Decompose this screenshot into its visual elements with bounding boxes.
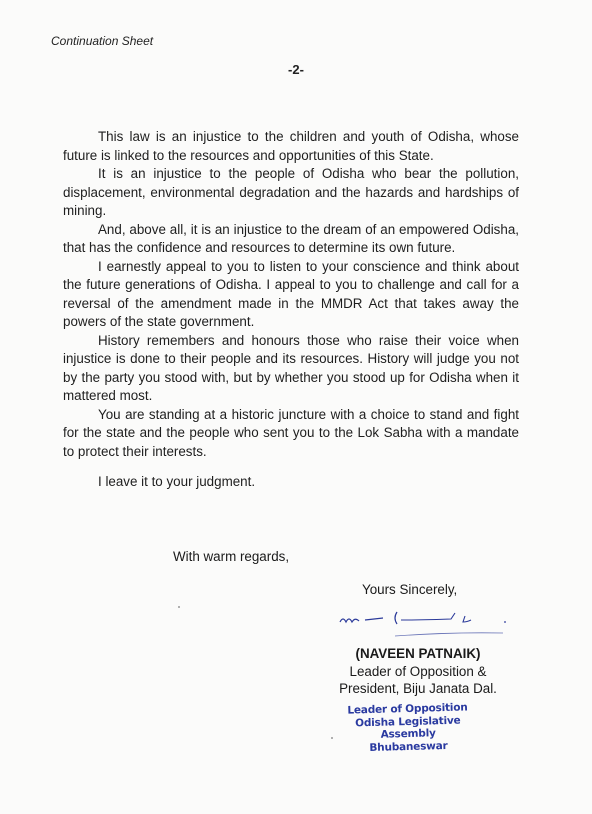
yours-sincerely: Yours Sincerely, (362, 582, 458, 597)
stamp-line-1: Leader of Opposition (347, 701, 468, 717)
paragraph-4: I earnestly appeal to you to listen to your conscience and think about the future generations of Odisha. I appeal to you to challenge and call for a reversal of the amendment made in the MMDR Act that takes away the powers of the state government. (63, 258, 519, 329)
paragraph-3: And, above all, it is an injustice to the dream of an empowered Odisha, that has the confidence and resources to determine its own future. (63, 221, 519, 255)
paragraph-1: This law is an injustice to the children and youth of Odisha, whose future is linked to the resources and opportunities of this State. (63, 129, 519, 163)
signatory-title (320, 663, 516, 697)
paper-speck (331, 737, 333, 739)
paper-speck (178, 606, 180, 608)
handwritten-signature (335, 602, 515, 642)
official-stamp (327, 701, 488, 755)
stamp-line-2: Odisha Legislative Assembly (355, 714, 461, 741)
title-line-2: President, Biju Janata Dal. (339, 681, 497, 696)
signatory-name: (NAVEEN PATNAIK) (355, 646, 481, 661)
letter-body (63, 128, 519, 492)
continuation-sheet-label: Continuation Sheet (51, 34, 154, 48)
page-number: -2- (288, 62, 304, 77)
paragraph-6: You are standing at a historic juncture with a choice to stand and fight for the state and the people who sent you to the Lok Sabha with a mandate to protect their interests. (63, 406, 519, 459)
title-line-1: Leader of Opposition & (349, 664, 487, 679)
regards-line: With warm regards, (173, 549, 290, 564)
stamp-line-3: Bhubaneswar (369, 739, 448, 754)
closing-line: I leave it to your judgment. (98, 474, 256, 489)
paragraph-2: It is an injustice to the people of Odisha who bear the pollution, displacement, environmental degradation and the hazards and hardships of mining. (63, 166, 519, 218)
paragraph-5: History remembers and honours those who raise their voice when injustice is done to their people and its resources. History will judge you not by the party you stood with, but by whether you stood up for Odisha when it mattered most. (63, 332, 519, 403)
